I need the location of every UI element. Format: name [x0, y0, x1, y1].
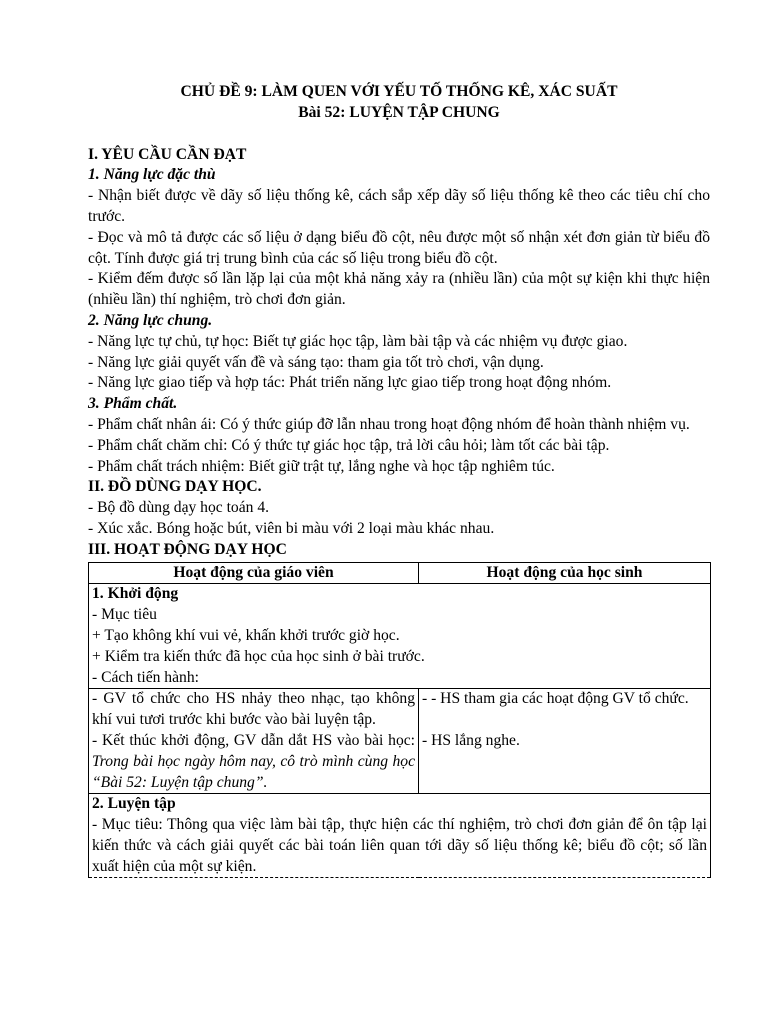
activities-table [88, 562, 711, 879]
subheading-general-competence: 2. Năng lực chung. [88, 311, 213, 329]
table-row [89, 794, 711, 878]
part-title-warmup: 1. Khởi động [92, 585, 179, 603]
table-row [89, 689, 711, 794]
student-step: - - HS tham gia các hoạt động GV tổ chức. [422, 690, 689, 708]
subheading-specific-competence: 1. Năng lực đặc thù [88, 166, 216, 184]
list-item: + Tạo không khí vui vẻ, khấn khởi trước giờ học. [92, 626, 400, 644]
list-item: - Xúc xắc. Bóng hoặc bút, viên bi màu với 2 loại màu khác nhau. [88, 519, 495, 537]
subheading-qualities: 3. Phẩm chất. [88, 395, 178, 413]
teacher-step-quote: Trong bài học ngày hôm nay, cô trò mình cùng học “Bài 52: Luyện tập chung”. [92, 752, 415, 791]
warmup-intro-cell [89, 584, 711, 689]
section-heading-requirements: I. YÊU CẦU CẦN ĐẠT [88, 145, 247, 163]
list-item: - Năng lực giải quyết vấn đề và sáng tạo: tham gia tốt trò chơi, vận dụng. [88, 353, 544, 371]
practice-objective: - Mục tiêu: Thông qua việc làm bài tập, thực hiện các thí nghiệm, trò chơi đơn giản để ôn tập lại kiến thức và cách giải quyết các bài toán liên quan tới dãy số liệu thống kê; biểu đồ cột; số lần xuất hiện của một sự kiện. [92, 816, 707, 875]
topic-title: CHỦ ĐỀ 9: LÀM QUEN VỚI YẾU TỐ THỐNG KÊ, XÁC SUẤT [180, 83, 618, 100]
table-row [89, 584, 711, 689]
lesson-title: Bài 52: LUYỆN TẬP CHUNG [298, 103, 500, 121]
list-item: - Kiểm đếm được số lần lặp lại của một khả năng xảy ra (nhiều lần) của một sự kiện khi thực hiện (nhiều lần) thí nghiệm, trò chơi đơn giản. [88, 270, 710, 309]
list-item: - Năng lực giao tiếp và hợp tác: Phát triển năng lực giao tiếp trong hoạt động nhóm. [88, 374, 612, 392]
list-item: - Nhận biết được về dãy số liệu thống kê, cách sắp xếp dãy số liệu thống kê theo các tiêu chí cho trước. [88, 187, 710, 225]
list-item: - Phẩm chất chăm chỉ: Có ý thức tự giác học tập, trả lời câu hỏi; làm tốt các bài tập. [88, 436, 610, 454]
column-header-teacher: Hoạt động của giáo viên [89, 562, 419, 584]
student-step: - HS lắng nghe. [422, 731, 520, 749]
part-title-practice: 2. Luyện tập [92, 795, 176, 813]
list-item: - Mục tiêu [92, 606, 157, 624]
list-item: - Cách tiến hành: [92, 668, 199, 686]
practice-cell [89, 794, 711, 878]
teacher-activity-cell [89, 689, 419, 794]
student-activity-cell [419, 689, 711, 794]
teacher-step: - GV tổ chức cho HS nhảy theo nhạc, tạo không khí vui tươi trước khi bước vào bài luyện tập. [92, 690, 415, 729]
list-item: + Kiểm tra kiến thức đã học của học sinh ở bài trước. [92, 647, 425, 665]
list-item: - Đọc và mô tả được các số liệu ở dạng biểu đồ cột, nêu được một số nhận xét đơn giản từ biểu đồ cột. Tính được giá trị trung bình của các số liệu trong biểu đồ cột. [88, 228, 710, 267]
column-header-student: Hoạt động của học sinh [419, 562, 711, 584]
teacher-step-text: - Kết thúc khởi động, GV dẫn dắt HS vào bài học: [92, 731, 415, 749]
section-heading-activities: III. HOẠT ĐỘNG DẠY HỌC [88, 540, 287, 558]
list-item: - Bộ đồ dùng dạy học toán 4. [88, 499, 270, 517]
section-heading-materials: II. ĐỒ DÙNG DẠY HỌC. [88, 478, 262, 496]
document-page [88, 82, 710, 878]
list-item: - Phẩm chất trách nhiệm: Biết giữ trật tự, lắng nghe và học tập nghiêm túc. [88, 457, 555, 475]
table-header-row [89, 562, 711, 584]
list-item: - Năng lực tự chủ, tự học: Biết tự giác học tập, làm bài tập và các nhiệm vụ được giao. [88, 332, 628, 350]
list-item: - Phẩm chất nhân ái: Có ý thức giúp đỡ lẫn nhau trong hoạt động nhóm để hoàn thành nhiệm vụ. [88, 415, 690, 433]
teacher-step [92, 731, 415, 793]
